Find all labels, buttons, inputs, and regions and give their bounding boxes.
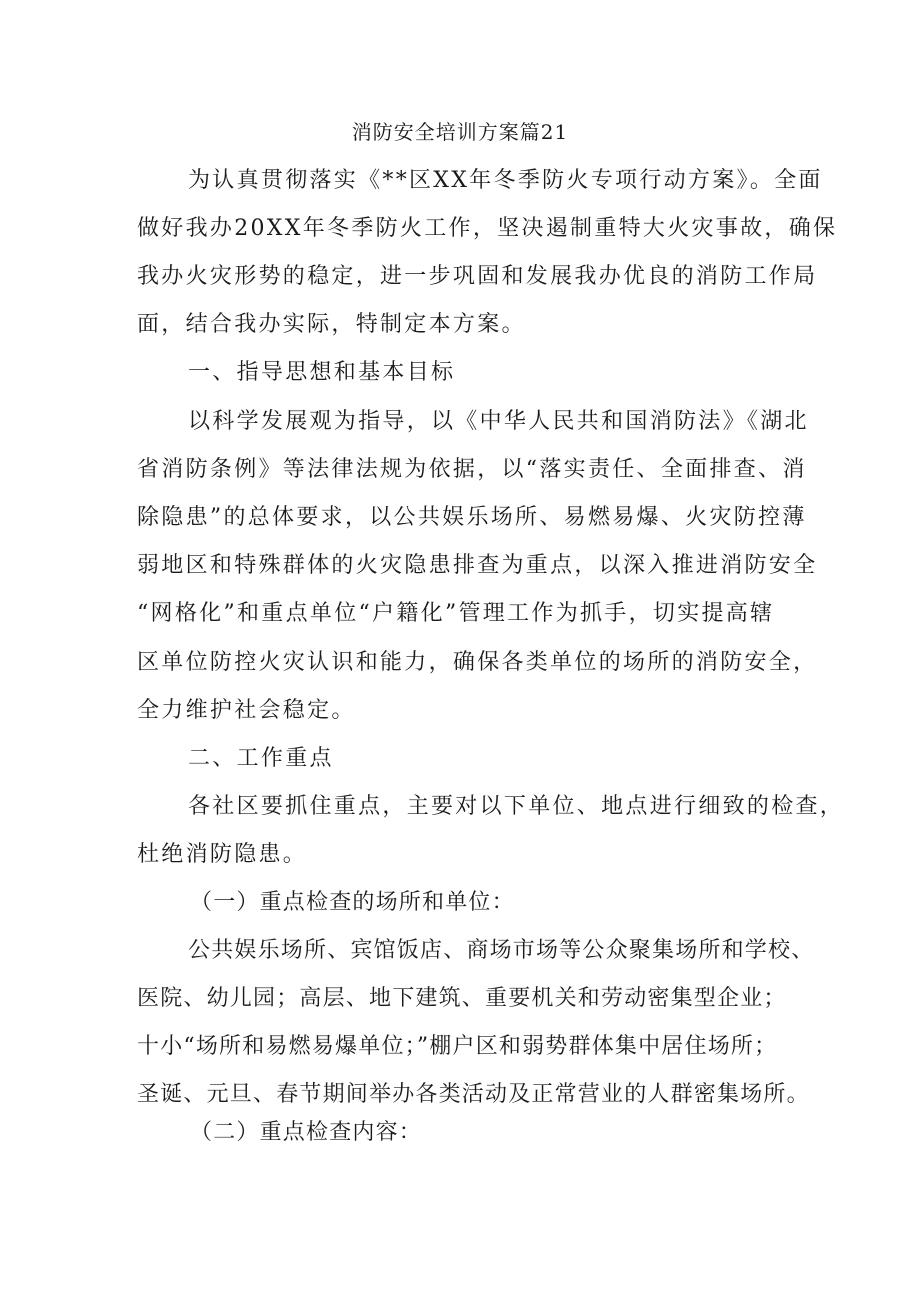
paragraph-line: 做好我办20XX年冬季防火工作，坚决遏制重特大火灾事故，确保	[137, 216, 838, 241]
paragraph-line: 医院、幼儿园；高层、地下建筑、重要机关和劳动密集型企业；	[137, 986, 787, 1011]
paragraph-line: 除隐患”的总体要求，以公共娱乐场所、易燃易爆、火灾防控薄	[137, 505, 807, 530]
paragraph-line: 以科学发展观为指导，以《中华人民共和国消防法》《湖北	[188, 409, 809, 434]
subsection-heading: （一）重点检查的场所和单位：	[190, 890, 515, 915]
paragraph-line: 我办火灾形势的稳定，进一步巩固和发展我办优良的消防工作局	[137, 264, 818, 289]
paragraph-line: 为认真贯彻落实《**区XX年冬季防火专项行动方案》。全面	[188, 168, 823, 193]
section-heading: 一、指导思想和基本目标	[188, 360, 456, 385]
section-heading: 二、工作重点	[188, 746, 334, 771]
paragraph-line: 弱地区和特殊群体的火灾隐患排查为重点，以深入推进消防安全	[137, 553, 818, 578]
paragraph-line: 公共娱乐场所、宾馆饭店、商场市场等公众聚集场所和学校、	[188, 938, 815, 963]
paragraph-line: “网格化”和重点单位“户籍化”管理工作为抓手，切实提高辖	[137, 601, 775, 626]
paragraph-line: 圣诞、元旦、春节期间举办各类活动及正常营业的人群密集场所。	[137, 1082, 810, 1107]
paragraph-line: 杜绝消防隐患。	[137, 842, 308, 867]
paragraph-line: 各社区要抓住重点，主要对以下单位、地点进行细致的检查，	[188, 794, 845, 819]
subsection-heading: （二）重点检查内容：	[190, 1120, 423, 1145]
document-title: 消防安全培训方案篇21	[351, 120, 569, 144]
paragraph-line: 面，结合我办实际，特制定本方案。	[137, 312, 526, 337]
paragraph-line: 十小“场所和易燃易爆单位；”棚户区和弱势群体集中居住场所；	[137, 1034, 778, 1059]
paragraph-line: 区单位防控火灾认识和能力，确保各类单位的场所的消防安全，	[137, 650, 818, 675]
paragraph-line: 全力维护社会稳定。	[137, 698, 356, 723]
paragraph-line: 省消防条例》等法律法规为依据，以“落实责任、全面排查、消	[137, 457, 807, 482]
